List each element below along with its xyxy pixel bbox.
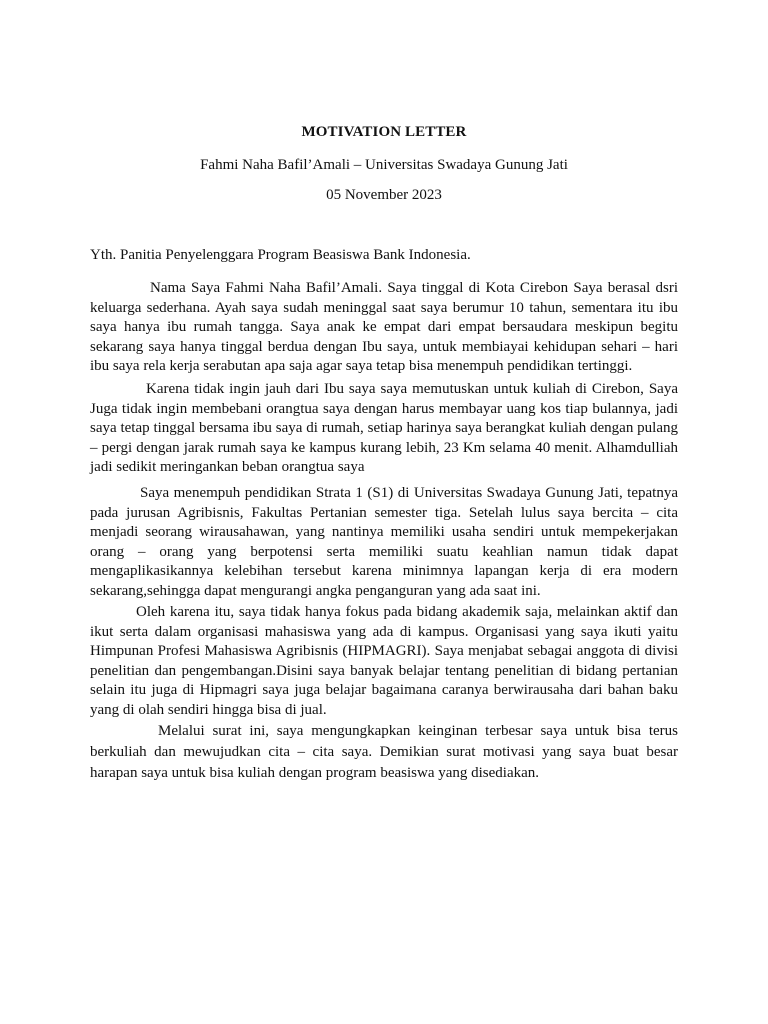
letter-date: 05 November 2023	[326, 187, 442, 203]
salutation: Yth. Panitia Penyelenggara Program Beasiswa Bank Indonesia.	[90, 247, 471, 263]
paragraph-education-goals: Saya menempuh pendidikan Strata 1 (S1) di Universitas Swadaya Gunung Jati, tepatnya pada jurusan Agribisnis, Fakultas Pertanian semester tiga. Setelah lulus saya bercita – cita menjadi seorang wirausahawan, yang nantinya memiliki usaha sendiri untuk mempekerjakan orang – orang yang berpotensi serta memiliki suatu keahlian namun tidak dapat mengaplikasikannya kelebihan tersebut karena minimnya lapangan kerja di era modern sekarang,sehingga dapat mengurangi angka penganguran yang ada saat ini.	[90, 485, 678, 599]
author-line: Fahmi Naha Bafil’Amali – Universitas Swadaya Gunung Jati	[200, 157, 568, 173]
paragraph-study-location: Karena tidak ingin jauh dari Ibu saya saya memutuskan untuk kuliah di Cirebon, Saya Juga tidak ingin membebani orangtua saya dengan harus membayar uang kos tiap bulannya, jadi saya tetap tinggal bersama ibu saya di rumah, setiap harinya saya berangkat kuliah dengan pulang – pergi dengan jarak rumah saya ke kampus kurang lebih, 23 Km selama 40 menit. Alhamdulliah jadi sedikit meringankan beban orangtua saya	[90, 381, 678, 475]
letter-title: MOTIVATION LETTER	[301, 124, 467, 140]
paragraph-organization: Oleh karena itu, saya tidak hanya fokus pada bidang akademik saja, melainkan aktif dan ikut serta dalam organisasi mahasiswa yang ada di kampus. Organisasi yang saya ikuti yaitu Himpunan Profesi Mahasiswa Agribisnis (HIPMAGRI). Saya menjabat sebagai anggota di divisi penelitian dan pengembangan.Disini saya banyak belajar tentang penelitian di bidang pertanian selain itu juga di Hipmagri saya juga belajar bagaimana caranya berwirausaha dari bahan baku yang di olah sendiri hingga bisa di jual.	[90, 604, 678, 718]
paragraph-introduction: Nama Saya Fahmi Naha Bafil’Amali. Saya tinggal di Kota Cirebon Saya berasal dsri keluarga sederhana. Ayah saya sudah meninggal saat saya berumur 10 tahun, sementara itu ibu saya hanya ibu rumah tangga. Saya anak ke empat dari empat bersaudara meskipun begitu sekarang saya hanya tinggal berdua dengan Ibu saya, untuk membiayai kehidupan sehari – hari ibu saya rela kerja serabutan apa saja agar saya tetap bisa menempuh pendidikan tertinggi.	[90, 280, 678, 374]
paragraph-closing: Melalui surat ini, saya mengungkapkan keinginan terbesar saya untuk bisa terus berkuliah dan mewujudkan cita – cita saya. Demikian surat motivasi yang saya buat besar harapan saya untuk bisa kuliah dengan program beasiswa yang disediakan.	[90, 723, 678, 781]
